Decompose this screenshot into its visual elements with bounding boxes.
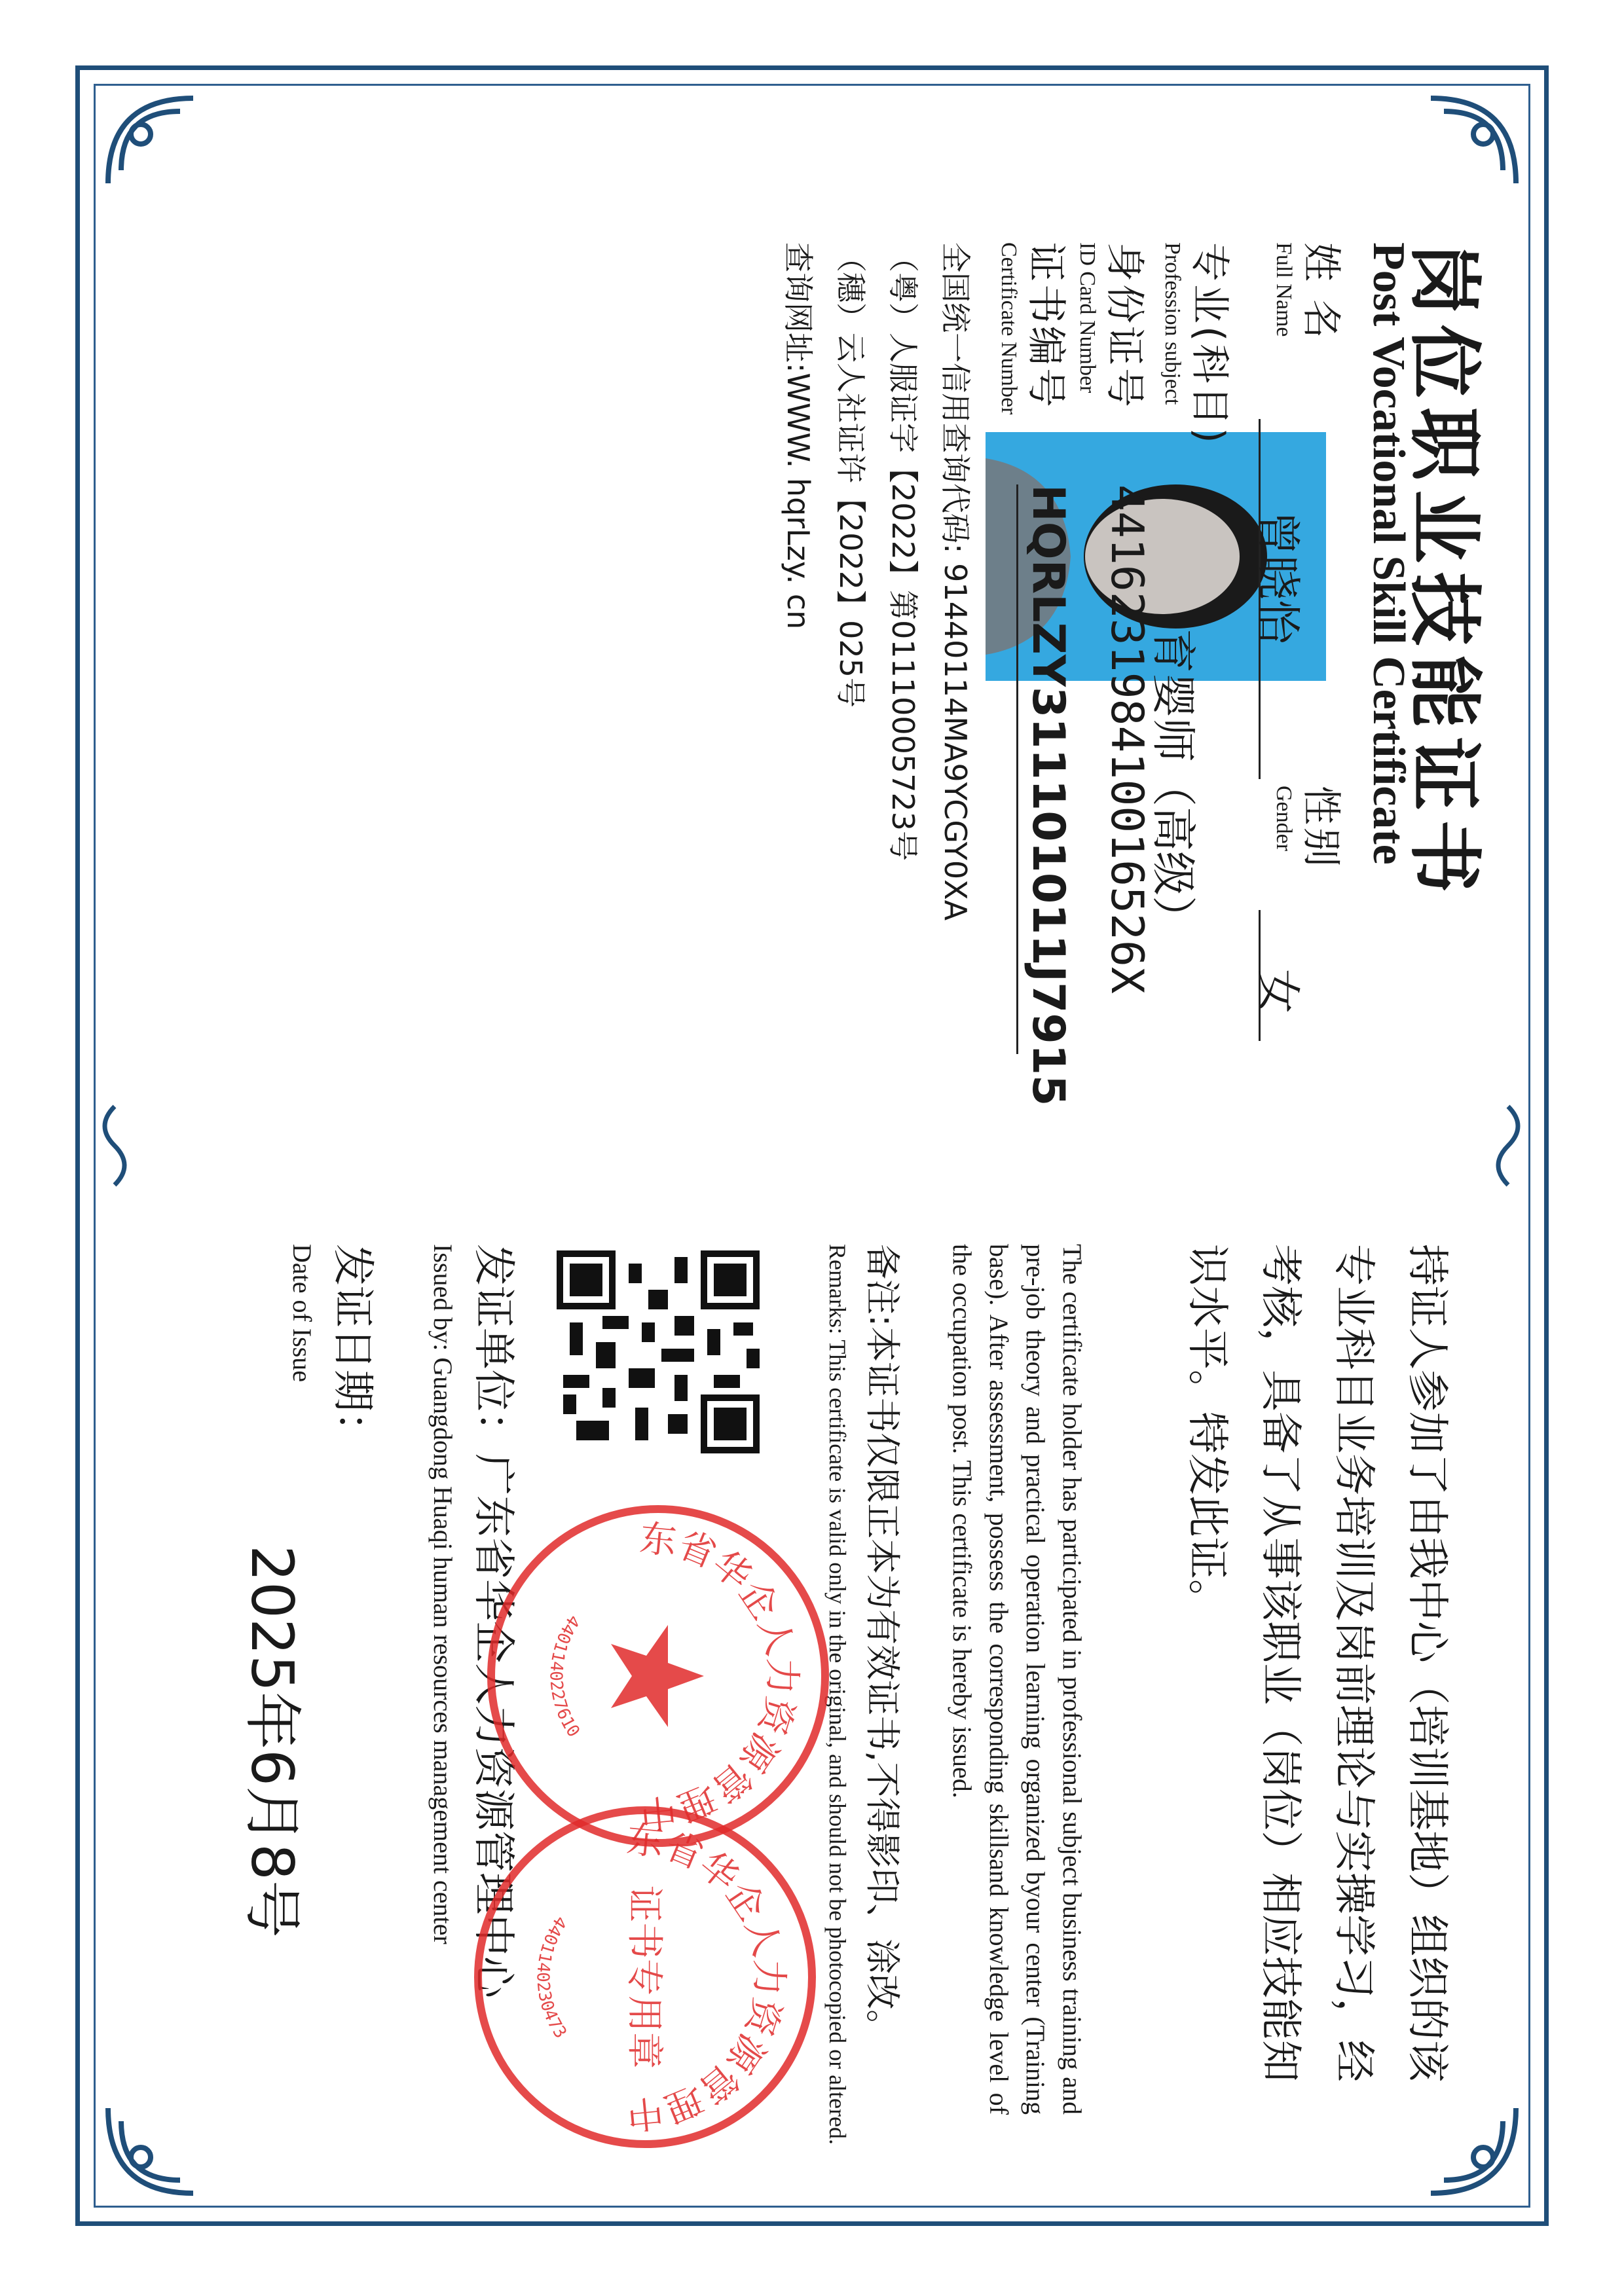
license-number-2: （穗）云人社证许【2022】025号: [833, 242, 868, 708]
corner-ornament-icon: [1424, 2102, 1522, 2200]
gender-label: 性别 Gender: [1272, 786, 1344, 869]
edge-ornament-icon: [95, 1103, 134, 1188]
certificate: [75, 65, 1549, 2226]
date-label-chinese: 发证日期：: [328, 1244, 377, 1453]
seal-1-number: 4401140227610: [545, 1611, 583, 1741]
profession-label: 专业(科目) Profession subject: [1160, 242, 1232, 446]
qr-code-icon: [557, 1250, 760, 1453]
official-seal-2: [462, 1794, 828, 2160]
certificate-number-underline: [1016, 484, 1018, 1054]
svg-text:4401140227610: [546, 1611, 583, 1741]
name-label: 姓 名 Full Name: [1272, 242, 1344, 342]
certificate-number-label: 证书编号 Certificate Number: [997, 242, 1069, 415]
seal-2-subtext: 证书专用章: [623, 1886, 665, 2069]
edge-ornament-icon: [1488, 1103, 1528, 1188]
gender-value: 女: [1251, 969, 1303, 1014]
id-card-value: 441623198410016526X: [1101, 484, 1153, 994]
certificate-number-value: HQRLZY311101011J7915: [1022, 484, 1074, 1106]
remarks-chinese: 备注:本证书仅限正本为有效证书,不得影印、涂改。: [862, 1244, 903, 2045]
issuer-chinese: 发证单位：广东省华企人力资源管理中心: [469, 1244, 517, 1998]
corner-ornament-icon: [101, 2102, 200, 2200]
corner-ornament-icon: [101, 92, 200, 190]
id-card-label: 身份证号 ID Card Number: [1075, 242, 1147, 410]
credit-code: 全国统一信用查询代码: 91440114MA9YCGY0XA: [938, 242, 973, 921]
title-english: Post Vocational Skill Certificate: [1363, 242, 1414, 865]
name-value: 曾晓怡: [1251, 511, 1303, 645]
license-number-1: （粤）人服证字【2022】第01110005723号: [885, 242, 921, 861]
website-text: 查询网址:WWW. hqrLzy. cn: [781, 242, 816, 630]
seal-2-text: 东省华企人力资源管理中: [625, 1818, 790, 2136]
issuer-english: Issued by: Guangdong Huaqi human resources management center: [428, 1244, 458, 1944]
seal-1-text: 东省华企人力资源管理中: [638, 1517, 803, 1835]
profession-value: 育婴师（高级）: [1147, 629, 1198, 941]
seal-2-number: 4401140230473: [532, 1912, 570, 2043]
date-label-english: Date of Issue: [287, 1244, 317, 1383]
issue-date: 2025年6月8号: [238, 1545, 306, 1938]
statement-english: The certificate holder has participated in professional subject business training and pre-job theory and practical operation learning organized byour center (Training base). After assessment, possess the corresponding skillsand knowledge level of the occupation post. This certificate is hereby issued.: [948, 1244, 1087, 2115]
title-chinese: 岗位职业技能证书: [1401, 242, 1487, 902]
corner-ornament-icon: [1424, 92, 1522, 190]
svg-text:4401140230473: [533, 1912, 570, 2042]
statement-chinese: 持证人参加了由我中心（培训基地）组织的该专业科目业务培训及岗前理论与实操学习，经考核，具备了从事该职业（岗位）相应技能知识水平。特发此证。: [1183, 1244, 1451, 2082]
remarks-english: Remarks: This certificate is valid only in the original, and should not be photocopied or altered.: [824, 1244, 851, 2145]
